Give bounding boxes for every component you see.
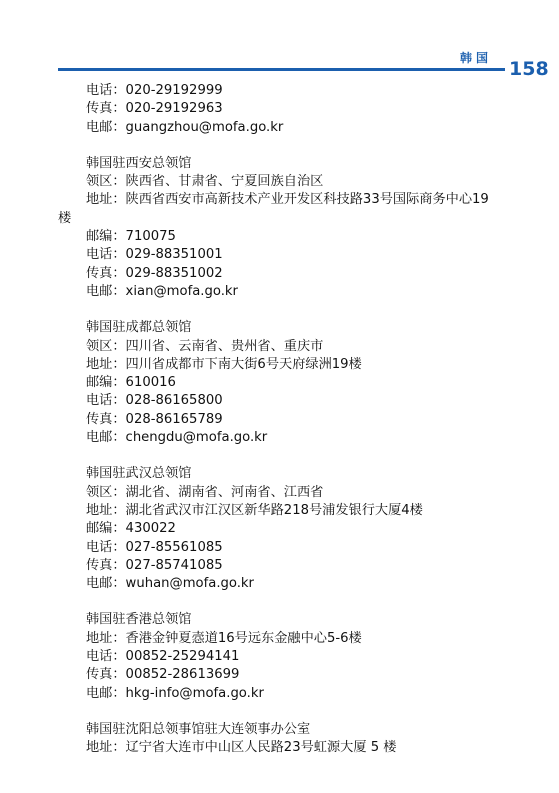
postcode-line: 邮编：710075 <box>86 229 176 245</box>
fax-line: 传真：028-86165789 <box>86 411 223 427</box>
postcode-line: 邮编：610016 <box>86 375 176 391</box>
consulate-title: 韩国驻香港总领馆 <box>86 612 192 628</box>
consulate-block <box>58 721 505 758</box>
fax-line: 传真：027-85741085 <box>86 557 223 573</box>
address-line: 地址：香港金钟夏悫道16号远东金融中心5-6楼 <box>86 630 362 646</box>
email-line: 电邮：hkg-info@mofa.go.kr <box>86 685 264 701</box>
address-line: 地址：陕西省西安市高新技术产业开发区科技路33号国际商务中心19 <box>86 192 489 208</box>
phone-line: 电话：029-88351001 <box>86 247 223 263</box>
consulate-list <box>58 82 505 758</box>
consulate-block <box>58 82 505 137</box>
consulate-block <box>58 319 505 447</box>
fax-line: 传真：029-88351002 <box>86 265 223 281</box>
phone-line: 电话：028-86165800 <box>86 393 223 409</box>
address-line: 地址：四川省成都市下南大街6号天府绿洲19楼 <box>86 356 362 372</box>
email-line: 电邮：wuhan@mofa.go.kr <box>86 576 254 592</box>
consulate-title: 韩国驻成都总领馆 <box>86 320 192 336</box>
district-line: 领区：四川省、云南省、贵州省、重庆市 <box>86 338 324 354</box>
header-rule <box>58 68 505 71</box>
consulate-block <box>58 611 505 702</box>
phone-line: 电话：027-85561085 <box>86 539 223 555</box>
consulate-block <box>58 155 505 301</box>
consulate-title: 韩国驻西安总领馆 <box>86 155 192 171</box>
email-line: 电邮：xian@mofa.go.kr <box>86 283 238 299</box>
email-line: 电邮：guangzhou@mofa.go.kr <box>86 119 284 135</box>
district-line: 领区：陕西省、甘肃省、宁夏回族自治区 <box>86 174 324 190</box>
address-line: 地址：辽宁省大连市中山区人民路23号虹源大厦 5 楼 <box>86 740 397 756</box>
phone-line: 电话：020-29192999 <box>86 83 223 98</box>
postcode-line: 邮编：430022 <box>86 521 176 537</box>
email-line: 电邮：chengdu@mofa.go.kr <box>86 430 268 446</box>
fax-line: 传真：00852-28613699 <box>86 667 240 683</box>
address-line-continued: 楼 <box>58 210 72 226</box>
consulate-title: 韩国驻沈阳总领事馆驻大连领事办公室 <box>86 721 311 737</box>
district-line: 领区：湖北省、湖南省、河南省、江西省 <box>86 484 324 500</box>
phone-line: 电话：00852-25294141 <box>86 649 240 665</box>
address-line: 地址：湖北省武汉市江汉区新华路218号浦发银行大厦4楼 <box>86 502 423 518</box>
header-country: 韩国 <box>460 51 493 65</box>
consulate-block <box>58 465 505 593</box>
consulate-title: 韩国驻武汉总领馆 <box>86 466 192 482</box>
fax-line: 传真：020-29192963 <box>86 101 223 117</box>
page-number: 158 <box>509 58 549 80</box>
